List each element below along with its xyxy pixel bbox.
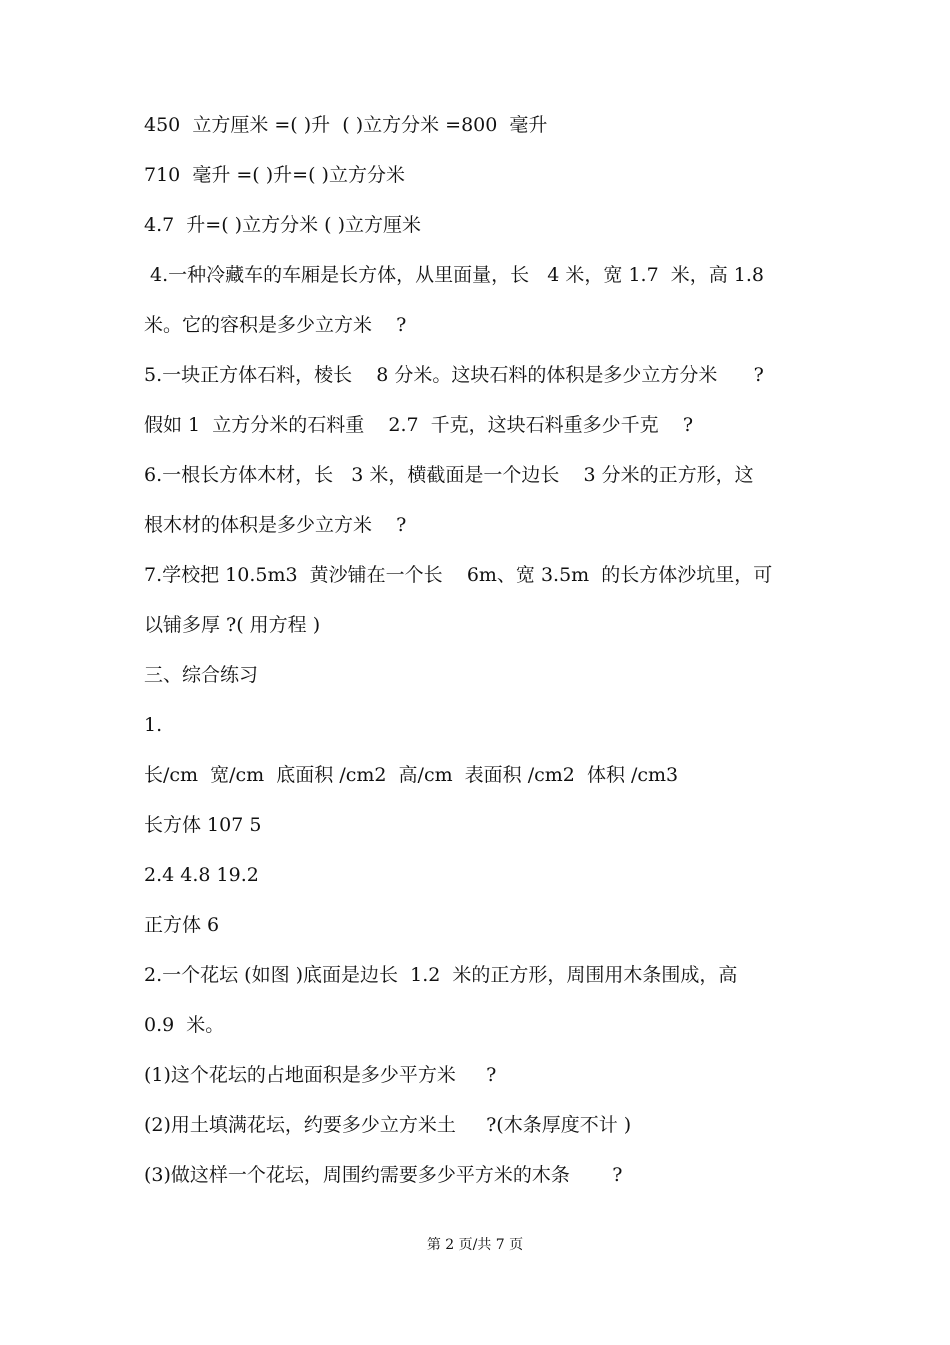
table-row-values: 2.4 4.8 19.2 [144, 864, 259, 886]
page-footer: 第 2 页/共 7 页 [426, 1237, 524, 1253]
question-4-line-2: 米。它的容积是多少立方米 ? [144, 314, 407, 336]
sub-question-3: (3)做这样一个花坛，周围约需要多少平方米的木条 ? [144, 1164, 623, 1186]
text-line-2: 710 毫升 =( )升=( )立方分米 [144, 164, 405, 186]
text-line-1: 450 立方厘米 =( )升 ( )立方分米 =800 毫升 [144, 114, 548, 136]
question-5-line-2: 假如 1 立方分米的石料重 2.7 千克，这块石料重多少千克 ? [144, 414, 694, 436]
exercise-2-line-1: 2.一个花坛 (如图 )底面是边长 1.2 米的正方形，周围用木条围成，高 [144, 964, 738, 986]
text-line-3: 4.7 升=( )立方分米 ( )立方厘米 [144, 214, 421, 236]
question-4-line-1: 4.一种冷藏车的车厢是长方体，从里面量，长 4 米，宽 1.7 米，高 1.8 [144, 264, 765, 286]
question-7-line-1: 7.学校把 10.5m3 黄沙铺在一个长 6m、宽 3.5m 的长方体沙坑里，可 [144, 564, 773, 586]
question-5-line-1: 5.一块正方体石料，棱长 8 分米。这块石料的体积是多少立方分米 ? [144, 364, 764, 386]
table-row-cube: 正方体 6 [144, 914, 220, 936]
section-heading: 三、综合练习 [144, 664, 259, 686]
sub-question-1: (1)这个花坛的占地面积是多少平方米 ? [144, 1064, 497, 1086]
table-header-row: 长/cm 宽/cm 底面积 /cm2 高/cm 表面积 /cm2 体积 /cm3 [144, 764, 679, 786]
question-6-line-1: 6.一根长方体木材，长 3 米，横截面是一个边长 3 分米的正方形，这 [144, 464, 754, 486]
question-7-line-2: 以铺多厚 ?( 用方程 ) [144, 614, 321, 636]
exercise-2-line-2: 0.9 米。 [144, 1014, 225, 1036]
sub-question-2: (2)用土填满花坛，约要多少立方米土 ?(木条厚度不计 ) [144, 1114, 632, 1136]
exercise-1-number: 1. [144, 714, 163, 736]
question-6-line-2: 根木材的体积是多少立方米 ? [144, 514, 407, 536]
table-row-cuboid: 长方体 107 5 [144, 814, 262, 836]
